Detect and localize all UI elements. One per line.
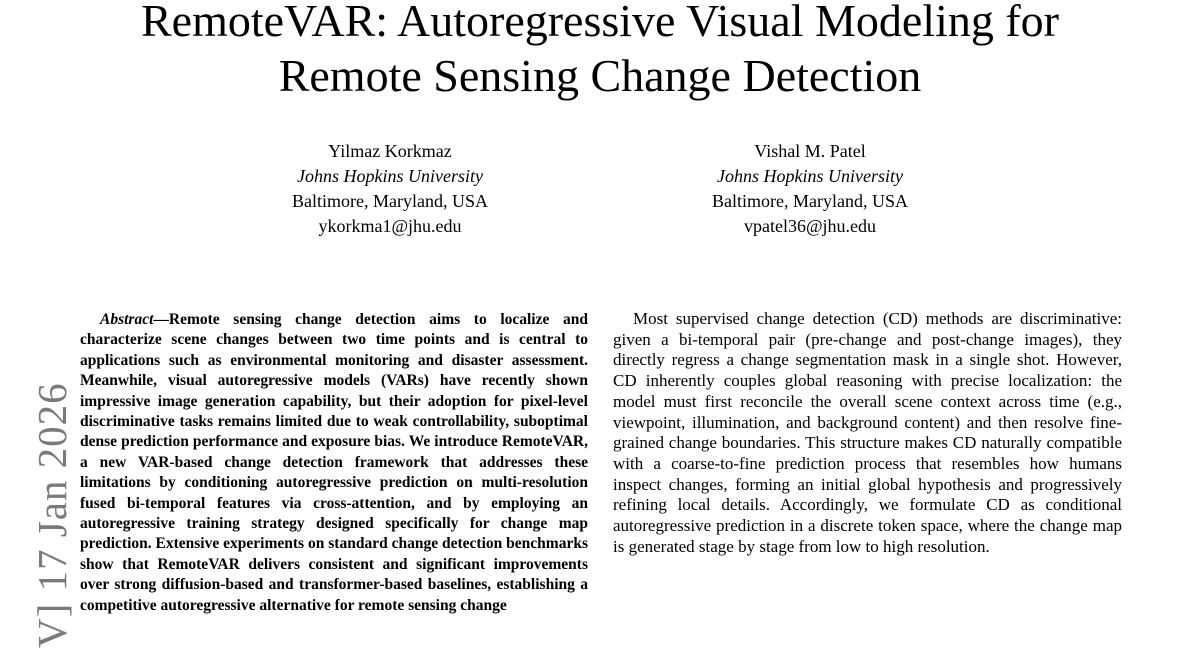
paper-title-line-2: Remote Sensing Change Detection xyxy=(278,50,922,101)
author-location: Baltimore, Maryland, USA xyxy=(292,191,488,211)
abstract xyxy=(80,310,588,616)
paper-title-line-1: RemoteVAR: Autoregressive Visual Modeling for xyxy=(140,0,1059,46)
abstract-paragraph xyxy=(80,310,588,616)
abstract-text: Remote sensing change detection aims to localize and characterize scene changes between two time points and is central to applications such as environmental monitoring and disaster assessment. Meanwhile, visual autoregressive models (VARs) have recently shown impressive image generation capability, but their adoption for pixel-level discriminative tasks remains limited due to weak controllability, suboptimal dense prediction performance and exposure bias. We introduce RemoteVAR, a new VAR-based change detection framework that addresses these limitations by conditioning autoregressive prediction on multi-resolution fused bi-temporal features via cross-attention, and by employing an autoregressive training strategy designed specifically for change map prediction. Extensive experiments on standard change detection benchmarks show that RemoteVAR delivers consistent and significant improvements over strong diffusion-based and transformer-based baselines, establishing a competitive autoregressive alternative for remote sensing change xyxy=(80,311,588,614)
author-name: Vishal M. Patel xyxy=(754,141,866,161)
author-name: Yilmaz Korkmaz xyxy=(328,141,452,161)
author-email: vpatel36@jhu.edu xyxy=(743,216,877,236)
author-email: ykorkma1@jhu.edu xyxy=(318,216,462,236)
author-location: Baltimore, Maryland, USA xyxy=(712,191,908,211)
author-block-2 xyxy=(610,139,1010,239)
arxiv-side-stamp: V] 17 Jan 2026 xyxy=(29,382,75,648)
author-affiliation: Johns Hopkins University xyxy=(297,166,483,186)
author-block-1 xyxy=(190,139,590,239)
abstract-label: Abstract xyxy=(100,311,154,328)
abstract-dash: — xyxy=(153,311,169,328)
introduction-column xyxy=(613,309,1122,557)
author-affiliation: Johns Hopkins University xyxy=(717,166,903,186)
introduction-paragraph: Most supervised change detection (CD) methods are discriminative: given a bi-temporal pair (pre-change and post-change images), they directly regress a change segmentation mask in a single shot. However, CD inherently couples global reasoning with precise localization: the model must first reconcile the overall scene context across time (e.g., viewpoint, illumination, and background content) and then resolve fine-grained change boundaries. This structure makes CD naturally compatible with a coarse-to-fine prediction process that resembles how humans inspect changes, forming an initial global hypothesis and progressively refining local details. Accordingly, we formulate CD as conditional autoregressive prediction in a discrete token space, where the change map is generated stage by stage from low to high resolution. xyxy=(613,309,1122,556)
